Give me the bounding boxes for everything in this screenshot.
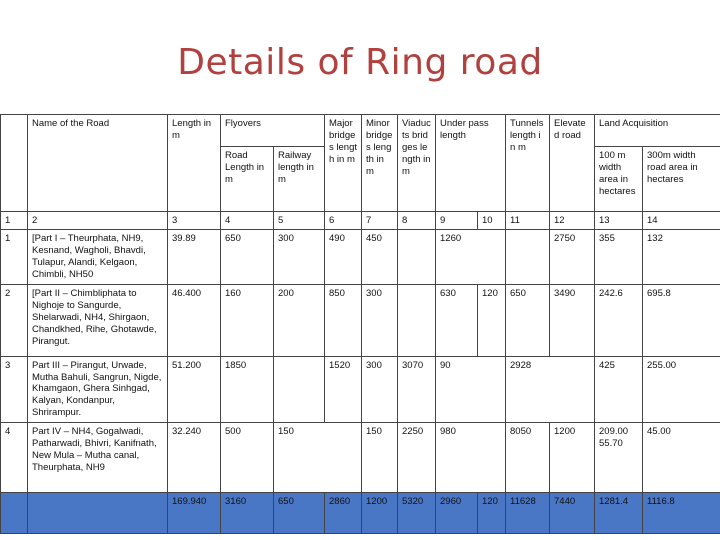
major-bridge-value: 490 xyxy=(325,230,362,285)
column-number: 11 xyxy=(506,211,550,230)
header-underpass: Under pass length xyxy=(436,115,506,212)
column-number: 2 xyxy=(28,211,168,230)
area-300m-value: 45.00 xyxy=(643,423,720,492)
road-length-value: 650 xyxy=(221,230,274,285)
ring-road-table xyxy=(0,114,720,534)
area-100m-value: 242.6 xyxy=(595,285,643,356)
road-name: [Part II – Chimbliphata to Nighoje to Sangurde, Shelarwadi, NH4, Shirgaon, Chandkhed, Rihe, Ghotawde, Pirangut. xyxy=(28,285,168,356)
column-number: 6 xyxy=(325,211,362,230)
area-100m-value: 355 xyxy=(595,230,643,285)
length-value: 51.200 xyxy=(168,356,221,423)
column-number: 7 xyxy=(362,211,398,230)
viaduct-value: 2250 xyxy=(398,423,436,492)
header-land-acquisition: Land Acquisition xyxy=(595,115,720,147)
row-serial: 1 xyxy=(1,230,28,285)
area-100m-value: 209.00 55.70 xyxy=(595,423,643,492)
header-elevated: Elevated road xyxy=(550,115,595,212)
total-minor-bridges: 1200 xyxy=(362,492,398,533)
total-area-100m: 1281.4 xyxy=(595,492,643,533)
header-length: Length in m xyxy=(168,115,221,212)
header-road-length: Road Length in m xyxy=(221,147,274,211)
column-number: 10 xyxy=(478,211,506,230)
total-row xyxy=(1,492,720,533)
area-100m-value: 425 xyxy=(595,356,643,423)
elevated-value: 1200 xyxy=(550,423,595,492)
column-number: 5 xyxy=(274,211,325,230)
column-number: 12 xyxy=(550,211,595,230)
header-area-100m: 100 m width area in hectares xyxy=(595,147,643,211)
length-value: 39.89 xyxy=(168,230,221,285)
total-road-length: 3160 xyxy=(221,492,274,533)
total-length: 169.940 xyxy=(168,492,221,533)
total-serial-cell xyxy=(1,492,28,533)
road-length-value: 1850 xyxy=(221,356,274,423)
total-tunnels: 11628 xyxy=(506,492,550,533)
header-viaducts: Viaducts bridges length in m xyxy=(398,115,436,212)
table-row xyxy=(1,423,720,492)
total-railway-length: 650 xyxy=(274,492,325,533)
header-minor-bridges: Minor bridges length in m xyxy=(362,115,398,212)
underpass-value: 90 xyxy=(436,356,506,423)
underpass-value: 630 xyxy=(436,285,478,356)
header-road-name: Name of the Road xyxy=(28,115,168,212)
viaduct-value: 3070 xyxy=(398,356,436,423)
road-length-value: 160 xyxy=(221,285,274,356)
road-name: Part III – Pirangut, Urwade, Mutha Bahuli, Sangrun, Nigde, Khamgaon, Ghera Sinhgad, Kalyan, Kondanpur, Shrirampur. xyxy=(28,356,168,423)
area-300m-value: 255.00 xyxy=(643,356,720,423)
minor-bridge-value: 450 xyxy=(362,230,398,285)
major-bridge-value: 850 xyxy=(325,285,362,356)
total-underpass: 2960 xyxy=(436,492,478,533)
total-major-bridges: 2860 xyxy=(325,492,362,533)
column-number: 13 xyxy=(595,211,643,230)
table-row xyxy=(1,356,720,423)
total-area-300m: 1116.8 xyxy=(643,492,720,533)
column-number: 9 xyxy=(436,211,478,230)
table-header-row xyxy=(1,115,720,147)
column-number: 14 xyxy=(643,211,720,230)
tunnel-value: 2928 xyxy=(506,356,595,423)
elevated-value: 2750 xyxy=(550,230,595,285)
viaduct-value xyxy=(398,285,436,356)
header-flyovers: Flyovers xyxy=(221,115,325,147)
area-300m-value: 132 xyxy=(643,230,720,285)
minor-bridge-value: 300 xyxy=(362,285,398,356)
tunnel-value: 650 xyxy=(506,285,550,356)
railway-length-value xyxy=(274,356,325,423)
total-elevated: 7440 xyxy=(550,492,595,533)
column-number: 4 xyxy=(221,211,274,230)
row-serial: 3 xyxy=(1,356,28,423)
page-title: Details of Ring road xyxy=(177,42,543,83)
railway-length-value: 150 xyxy=(274,423,362,492)
total-name-cell xyxy=(28,492,168,533)
viaduct-value xyxy=(398,230,436,285)
underpass-value: 980 xyxy=(436,423,506,492)
table-row xyxy=(1,285,720,356)
area-300m-value: 695.8 xyxy=(643,285,720,356)
column-number: 1 xyxy=(1,211,28,230)
table-row xyxy=(1,230,720,285)
tunnel-value: 8050 xyxy=(506,423,550,492)
row-serial: 2 xyxy=(1,285,28,356)
row-serial: 4 xyxy=(1,423,28,492)
total-viaducts: 5320 xyxy=(398,492,436,533)
underpass-extra-value: 120 xyxy=(478,285,506,356)
column-number: 3 xyxy=(168,211,221,230)
road-length-value: 500 xyxy=(221,423,274,492)
major-bridge-value: 1520 xyxy=(325,356,362,423)
length-value: 46.400 xyxy=(168,285,221,356)
tunnel-value xyxy=(506,230,550,285)
minor-bridge-value: 300 xyxy=(362,356,398,423)
header-railway-length: Railway length in m xyxy=(274,147,325,211)
header-major-bridges: Major bridges length in m xyxy=(325,115,362,212)
length-value: 32.240 xyxy=(168,423,221,492)
railway-length-value: 200 xyxy=(274,285,325,356)
total-underpass-extra: 120 xyxy=(478,492,506,533)
minor-bridge-value: 150 xyxy=(362,423,398,492)
railway-length-value: 300 xyxy=(274,230,325,285)
header-area-300m: 300m width road area in hectares xyxy=(643,147,720,211)
underpass-value: 1260 xyxy=(436,230,506,285)
road-name: Part IV – NH4, Gogalwadi, Patharwadi, Bhivri, Kanifnath, New Mula – Mutha canal, Theurphata, NH9 xyxy=(28,423,168,492)
road-name: [Part I – Theurphata, NH9, Kesnand, Wagholi, Bhavdi, Tulapur, Alandi, Kelgaon, Chimbli, NH50 xyxy=(28,230,168,285)
column-number-row xyxy=(1,211,720,230)
header-serial-cell xyxy=(1,115,28,212)
column-number: 8 xyxy=(398,211,436,230)
elevated-value: 3490 xyxy=(550,285,595,356)
header-tunnels: Tunnels length in m xyxy=(506,115,550,212)
